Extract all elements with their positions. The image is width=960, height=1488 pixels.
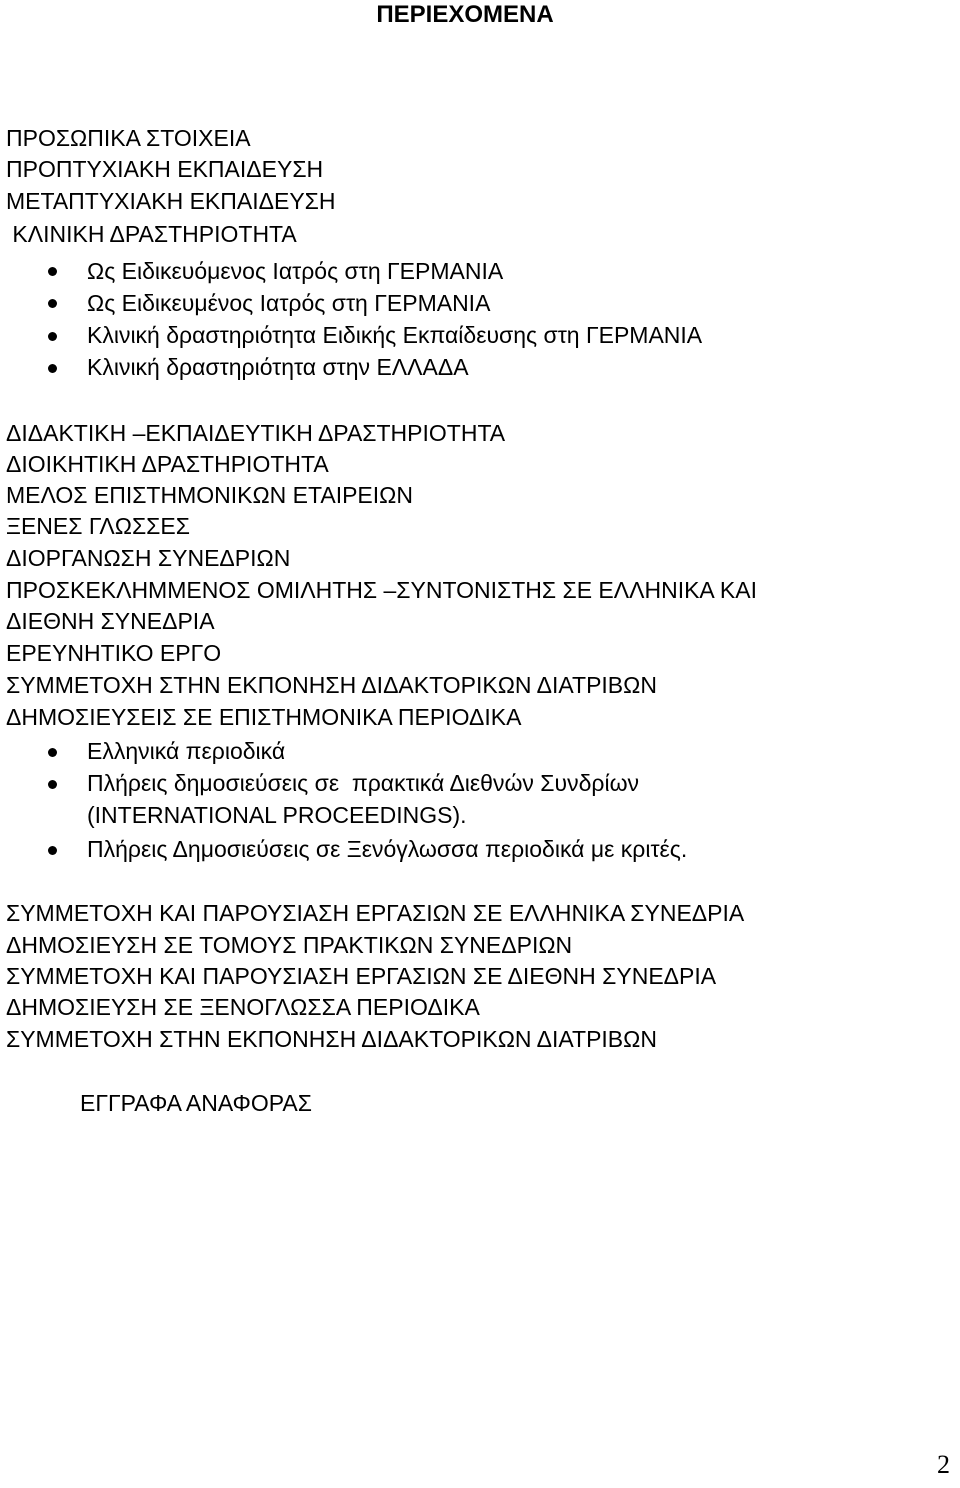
bullet-icon (48, 364, 57, 373)
toc-entry-personal-info: ΠΡΟΣΩΠΙΚΑ ΣΤΟΙΧΕΙΑ (6, 125, 251, 151)
toc-entry-foreign-languages: ΞΕΝΕΣ ΓΛΩΣΣΕΣ (6, 513, 190, 539)
toc-entry-teaching-activity: ΔΙΔΑΚΤΙΚΗ –ΕΚΠΑΙΔΕΥΤΙΚΗ ΔΡΑΣΤΗΡΙΟΤΗΤΑ (6, 420, 506, 446)
bullet-icon (48, 267, 57, 276)
toc-subentry-greek-journals: Ελληνικά περιοδικά (87, 738, 286, 764)
bullet-icon (48, 332, 57, 341)
toc-entry-reference-documents: ΕΓΓΡΑΦΑ ΑΝΑΦΟΡΑΣ (80, 1090, 312, 1116)
toc-entry-proceedings-volumes: ΔΗΜΟΣΙΕΥΣΗ ΣΕ ΤΟΜΟΥΣ ΠΡΑΚΤΙΚΩΝ ΣΥΝΕΔΡΙΩΝ (6, 932, 573, 958)
toc-entry-invited-speaker: ΠΡΟΣΚΕΚΛΗΜΜΕΝΟΣ ΟΜΙΛΗΤΗΣ –ΣΥΝΤΟΝΙΣΤΗΣ ΣΕ ΕΛΛΗΝΙΚΑ ΚΑΙ (6, 577, 757, 603)
toc-entry-conference-organization: ΔΙΟΡΓΑΝΩΣΗ ΣΥΝΕΔΡΙΩΝ (6, 545, 291, 571)
toc-subentry-international-proceedings: Πλήρεις δημοσιεύσεις σε πρακτικά Διεθνών Συνδρίων (87, 770, 640, 796)
toc-subentry-international-proceedings-cont: (INTERNATIONAL PROCEEDINGS). (87, 802, 467, 828)
toc-entry-undergraduate: ΠΡΟΠΤΥΧΙΑΚΗ ΕΚΠΑΙΔΕΥΣΗ (6, 156, 324, 182)
bullet-icon (48, 748, 57, 757)
page-title: ΠΕΡΙΕΧΟΜΕΝΑ (376, 1, 554, 28)
toc-subentry-trainee-germany: Ως Ειδικευόμενος Ιατρός στη ΓΕΡΜΑΝΙΑ (87, 258, 504, 284)
toc-entry-international-conference-papers: ΣΥΜΜΕΤΟΧΗ ΚΑΙ ΠΑΡΟΥΣΙΑΣΗ ΕΡΓΑΣΙΩΝ ΣΕ ΔΙΕΘΝΗ ΣΥΝΕΔΡΙΑ (6, 963, 717, 989)
toc-subentry-foreign-journals: Πλήρεις Δημοσιεύσεις σε Ξενόγλωσσα περιοδικά με κριτές. (87, 836, 688, 862)
toc-entry-administrative-activity: ΔΙΟΙΚΗΤΙΚΗ ΔΡΑΣΤΗΡΙΟΤΗΤΑ (6, 451, 329, 477)
toc-entry-journal-publications: ΔΗΜΟΣΙΕΥΣΕΙΣ ΣΕ ΕΠΙΣΤΗΜΟΝΙΚΑ ΠΕΡΙΟΔΙΚΑ (6, 704, 522, 730)
toc-entry-doctoral-theses: ΣΥΜΜΕΤΟΧΗ ΣΤΗΝ ΕΚΠΟΝΗΣΗ ΔΙΔΑΚΤΟΡΙΚΩΝ ΔΙΑΤΡΙΒΩΝ (6, 672, 657, 698)
toc-entry-postgraduate: ΜΕΤΑΠΤΥΧΙΑΚΗ ΕΚΠΑΙΔΕΥΣΗ (6, 188, 336, 214)
bullet-icon (48, 299, 57, 308)
page-number: 2 (937, 1450, 950, 1479)
toc-entry-international-conferences: ΔΙΕΘΝΗ ΣΥΝΕΔΡΙΑ (6, 608, 215, 634)
toc-entry-scientific-societies: ΜΕΛΟΣ ΕΠΙΣΤΗΜΟΝΙΚΩΝ ΕΤΑΙΡΕΙΩΝ (6, 482, 413, 508)
toc-entry-clinical-activity: ΚΛΙΝΙΚΗ ΔΡΑΣΤΗΡΙΟΤΗΤΑ (6, 221, 297, 247)
toc-entry-doctoral-theses-2: ΣΥΜΜΕΤΟΧΗ ΣΤΗΝ ΕΚΠΟΝΗΣΗ ΔΙΔΑΚΤΟΡΙΚΩΝ ΔΙΑΤΡΙΒΩΝ (6, 1026, 657, 1052)
toc-entry-greek-conferences: ΣΥΜΜΕΤΟΧΗ ΚΑΙ ΠΑΡΟΥΣΙΑΣΗ ΕΡΓΑΣΙΩΝ ΣΕ ΕΛΛΗΝΙΚΑ ΣΥΝΕΔΡΙΑ (6, 900, 745, 926)
toc-subentry-clinical-greece: Κλινική δραστηριότητα στην ΕΛΛΑΔΑ (87, 354, 469, 380)
toc-subentry-special-training-germany: Κλινική δραστηριότητα Ειδικής Εκπαίδευσης στη ΓΕΡΜΑΝΙΑ (87, 322, 703, 348)
toc-entry-foreign-journal-publications: ΔΗΜΟΣΙΕΥΣΗ ΣΕ ΞΕΝΟΓΛΩΣΣΑ ΠΕΡΙΟΔΙΚΑ (6, 994, 480, 1020)
bullet-icon (48, 846, 57, 855)
toc-subentry-specialist-germany: Ως Ειδικευμένος Ιατρός στη ΓΕΡΜΑΝΙΑ (87, 290, 491, 316)
bullet-icon (48, 780, 57, 789)
toc-entry-research-work: ΕΡΕΥΝΗΤΙΚΟ ΕΡΓΟ (6, 640, 222, 666)
